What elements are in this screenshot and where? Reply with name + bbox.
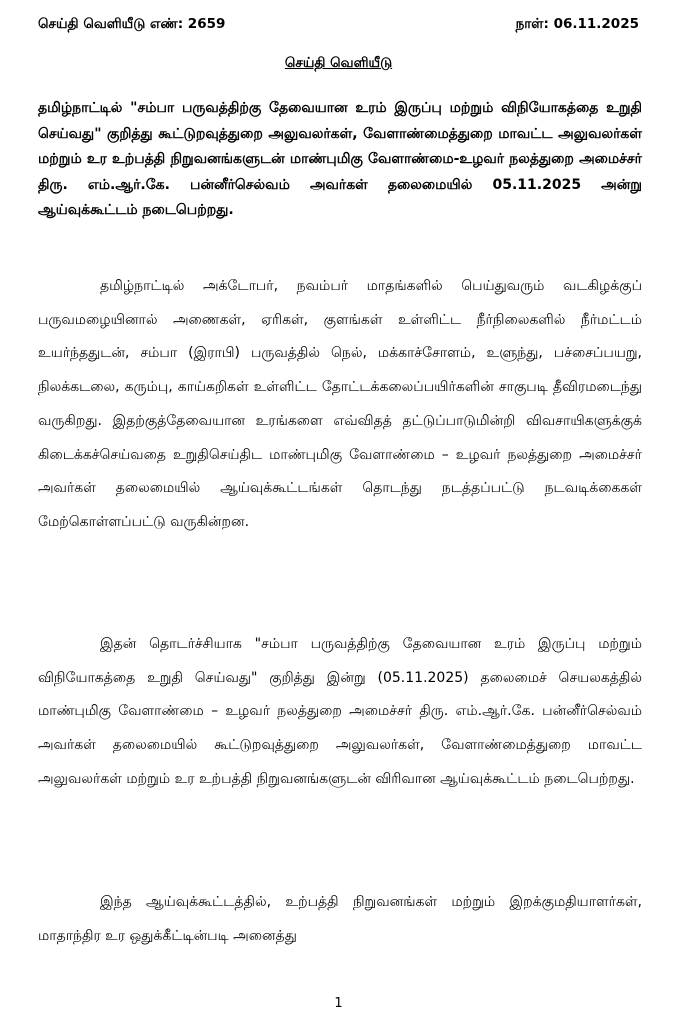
body-paragraph-1: தமிழ்நாட்டில் அக்டோபர், நவம்பர் மாதங்களில் பெய்துவரும் வடகிழக்குப் பருவமழையினால் அணைகள், ஏரிகள், குளங்கள் உள்ளிட்ட நீர்நிலைகளில் நீர்மட்டம் உயர்ந்ததுடன், சம்பா (இராபி) பருவத்தில் நெல், மக்காச்சோளம், உளுந்து, பச்சைப்பயறு, நிலக்கடலை, கரும்பு, காய்கறிகள் உள்ளிட்ட தோட்டக்கலைப்பயிர்களின் சாகுபடி தீவிரமடைந்து வருகிறது. இதற்குத்தேவையான உரங்களை எவ்விதத் தட்டுப்பாடுமின்றி விவசாயிகளுக்குக் கிடைக்கச்செய்வதை உறுதிசெய்திட மாண்புமிகு வேளாண்மை – உழவர் நலத்துறை அமைச்சர் அவர்கள் தலைமையில் ஆய்வுக்கூட்டங்கள் தொடந்து நடத்தப்பட்டு நடவடிக்கைகள் மேற்கொள்ளப்பட்டு வருகின்றன. (38, 278, 642, 530)
release-number: செய்தி வெளியீடு எண்: 2659 (38, 16, 226, 32)
release-date: நாள்: 06.11.2025 (515, 16, 639, 32)
body-paragraph-3: இந்த ஆய்வுக்கூட்டத்தில், உற்பத்தி நிறுவனங்கள் மற்றும் இறக்குமதியாளர்கள், மாதாந்திர உர ஒதுக்கீட்டின்படி அனைத்து (38, 894, 642, 944)
summary-paragraph: தமிழ்நாட்டில் "சம்பா பருவத்திற்கு தேவையான உரம் இருப்பு மற்றும் விநியோகத்தை உறுதி செய்வது" குறித்து கூட்டுறவுத்துறை அலுவலர்கள், வேளாண்மைத்துறை மாவட்ட அலுவலர்கள் மற்றும் உர உற்பத்தி நிறுவனங்களுடன் மாண்புமிகு வேளாண்மை-உழவர் நலத்துறை அமைச்சர் திரு. எம்.ஆர்.கே. பன்னீர்செல்வம் அவர்கள் தலைமையில் 05.11.2025 அன்று ஆய்வுக்கூட்டம் நடைபெற்றது. (38, 100, 642, 218)
body-paragraph-2: இதன் தொடர்ச்சியாக "சம்பா பருவத்திற்கு தேவையான உரம் இருப்பு மற்றும் விநியோகத்தை உறுதி செய்வது" குறித்து இன்று (05.11.2025) தலைமைச் செயலகத்தில் மாண்புமிகு வேளாண்மை – உழவர் நலத்துறை அமைச்சர் திரு. எம்.ஆர்.கே. பன்னீர்செல்வம் அவர்கள் தலைமையில் கூட்டுறவுத்துறை அலுவலர்கள், வேளாண்மைத்துறை மாவட்ட அலுவலர்கள் மற்றும் உர உற்பத்தி நிறுவனங்களுடன் விரிவான ஆய்வுக்கூட்டம் நடைபெற்றது. (38, 636, 642, 787)
page-number: 1 (334, 996, 343, 1011)
page-title: செய்தி வெளியீடு (284, 55, 393, 71)
